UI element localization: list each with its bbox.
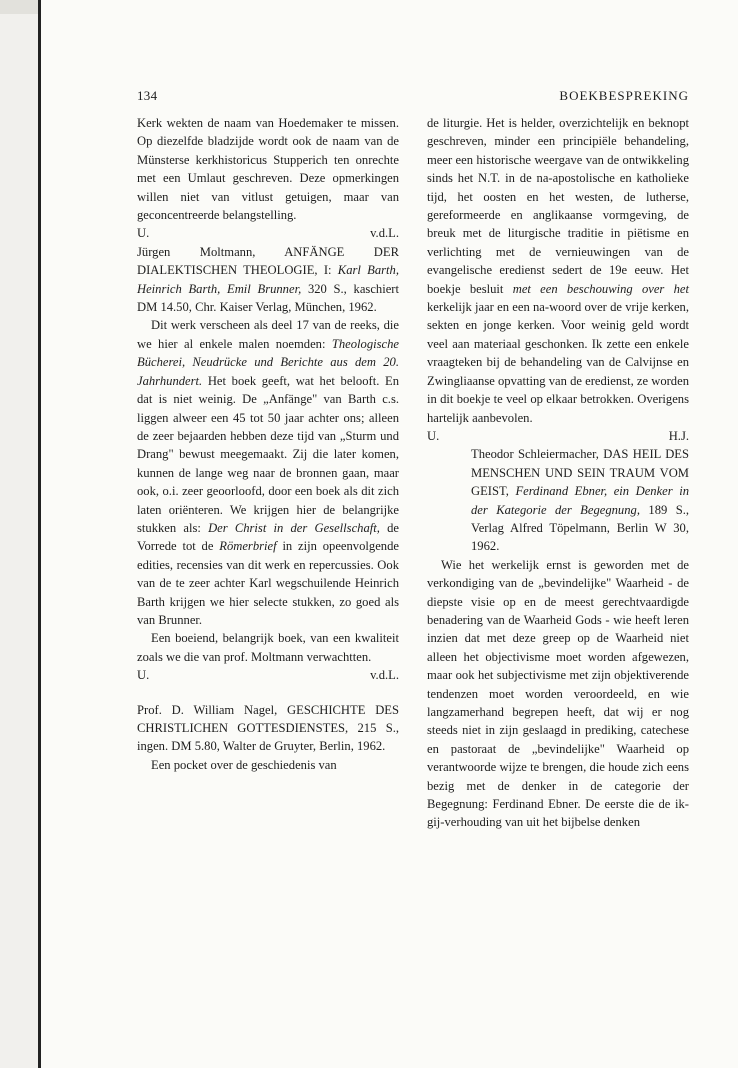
review-paragraph: Een boeiend, belangrijk boek, van een kwaliteit zoals we die van prof. Moltmann verwachtten.	[137, 631, 399, 664]
review-emphasis: met een beschouwing over het	[512, 281, 689, 296]
running-header	[137, 88, 689, 104]
signature-place: U.	[137, 226, 150, 241]
work-title: Römerbrief	[219, 539, 277, 554]
signature-place: U.	[427, 428, 440, 443]
book-page	[41, 0, 738, 1068]
entry-title: Theodor Schleiermacher, DAS HEIL DES MENSCHEN UND SEIN TRAUM VOM GEIST,	[471, 447, 689, 499]
review-text: kerkelijk jaar en een na-woord over de vrije kerken, sekten en jonge kerken. Voor weinig geld wordt veel aan materiaal geschonken. Ik zette een enkele vraagteken bij de behandeling van de Calvijnse en Zwingliaanse opvatting van de eredienst, ze worden in dit boekje te veel op elkaar betrokken. Overigens hartelijk aanbevolen.	[427, 300, 689, 425]
review-paragraph: Wie het werkelijk ernst is geworden met de verkondiging van de „bevindelijke" Waarheid - de diepste visie op en de meest gerechtvaardigde benadering van de Waarheid Gods - wie heeft leren inzien dat met deze greep op de Waarheid niet alleen het objectivisme moet worden afgewezen, maar ook het subjectivisme met zijn objektiverende tendenzen moet worden veroordeeld, en wie langzamerhand begrepen heeft, dat wij er nog steeds niet in zijn geslaagd in prediking, catechese en pastoraat de „bevindelijke" Waarheid op verantwoorde wijze te brengen, die houde zich eens bezig met de denker in de categorie der Begegnung: Ferdinand Ebner. De eerste die de ik-gij-verhouding van uit het bijbelse denken	[427, 557, 689, 830]
book-entry-schleiermacher	[471, 445, 689, 555]
series-title: Theologische Bücherei, Neudrücke und Berichte aus dem 20. Jahrhundert.	[137, 336, 400, 388]
book-entry-nagel: Prof. D. William Nagel, GESCHICHTE DES CHRISTLICHEN GOTTESDIENSTES, 215 S., ingen. DM 5.80, Walter de Gruyter, Berlin, 1962.	[137, 702, 399, 754]
review-paragraph	[427, 114, 689, 427]
review-text: Dit werk verscheen als deel 17 van de reeks, die we hier al enkele malen noemden:	[137, 318, 399, 351]
signature-line	[137, 666, 399, 684]
signature-initials: v.d.L.	[370, 668, 399, 683]
review-text: Het boek geeft, wat het belooft. En dat is niet weinig. De „Anfänge" van Barth c.s. liggen alweer een 45 tot 50 jaar achter ons; alleen de zeer bejaarden hebben deze tijd van „Sturm und Drang" bewust meegemaakt. Zij die later komen, kunnen de lange weg naar de bronnen gaan, maar ook, o.i. zeer geoorloofd, door een boek als dit zich laten oriënteren. We krijgen hier de belangrijke stukken als:	[137, 373, 399, 535]
book-entry-moltmann	[137, 243, 399, 317]
signature-line	[427, 427, 689, 445]
review-text: in zijn opeenvolgende edities, recensies van dit werk en repercussies. Ook van de te zeer achter Karl wegschuilende Heinrich Barth krijgen we hier selecte stukken, zo goed als van Brunner.	[137, 539, 399, 627]
signature-initials: v.d.L.	[370, 226, 399, 241]
entry-contributors: Karl Barth, Heinrich Barth, Emil Brunner,	[137, 263, 399, 296]
work-title: Der Christ in der Gesellschaft,	[208, 520, 380, 535]
page-number: 134	[137, 88, 158, 103]
review-paragraph: Een pocket over de geschiedenis van	[151, 757, 337, 772]
entry-subtitle: Ferdinand Ebner, ein Denker in der Kategorie der Begegnung,	[471, 484, 689, 517]
entry-title: ANFÄNGE DER DIALEKTISCHEN THEOLOGIE, I:	[137, 244, 399, 278]
entry-details: 320 S., kaschiert DM 14.50, Chr. Kaiser Verlag, München, 1962.	[137, 281, 399, 315]
entry-details: 189 S., Verlag Alfred Töpelmann, Berlin W 30, 1962.	[471, 502, 690, 554]
signature-line	[137, 224, 399, 242]
right-column	[427, 114, 689, 832]
review-text: de Vorrede tot de	[137, 520, 399, 554]
continuation-paragraph: Kerk wekten de naam van Hoedemaker te missen. Op diezelfde bladzijde wordt ook de naam van de Münsterse kerkhistoricus Stupperich ten onrechte met een Umlaut geschreven. Deze opmerkingen willen niet van vitlust getuigen, maar van geconcentreerde belangstelling.	[137, 116, 399, 223]
left-column	[137, 114, 399, 774]
review-text: de liturgie. Het is helder, overzichtelijk en beknopt geschreven, minder een principiële behandeling, meer een historische weergave van de ontwikkeling sinds het N.T. in de na-apostolische en katholieke tijd, het oosten en het westen, de lutherse, gereformeerde en anglikaanse vormgeving, de breuk met de liturgische traditie in piëtisme en verlichting met de vernieuwingen van de evangelische eredienst sedert de 19e eeuw. Het boekje besluit	[427, 116, 689, 296]
review-paragraph	[137, 316, 399, 629]
entry-author: Jürgen Moltmann,	[137, 244, 256, 259]
signature-initials: H.J.	[668, 428, 689, 443]
signature-place: U.	[137, 668, 150, 683]
running-title: BOEKBESPREKING	[559, 88, 689, 103]
